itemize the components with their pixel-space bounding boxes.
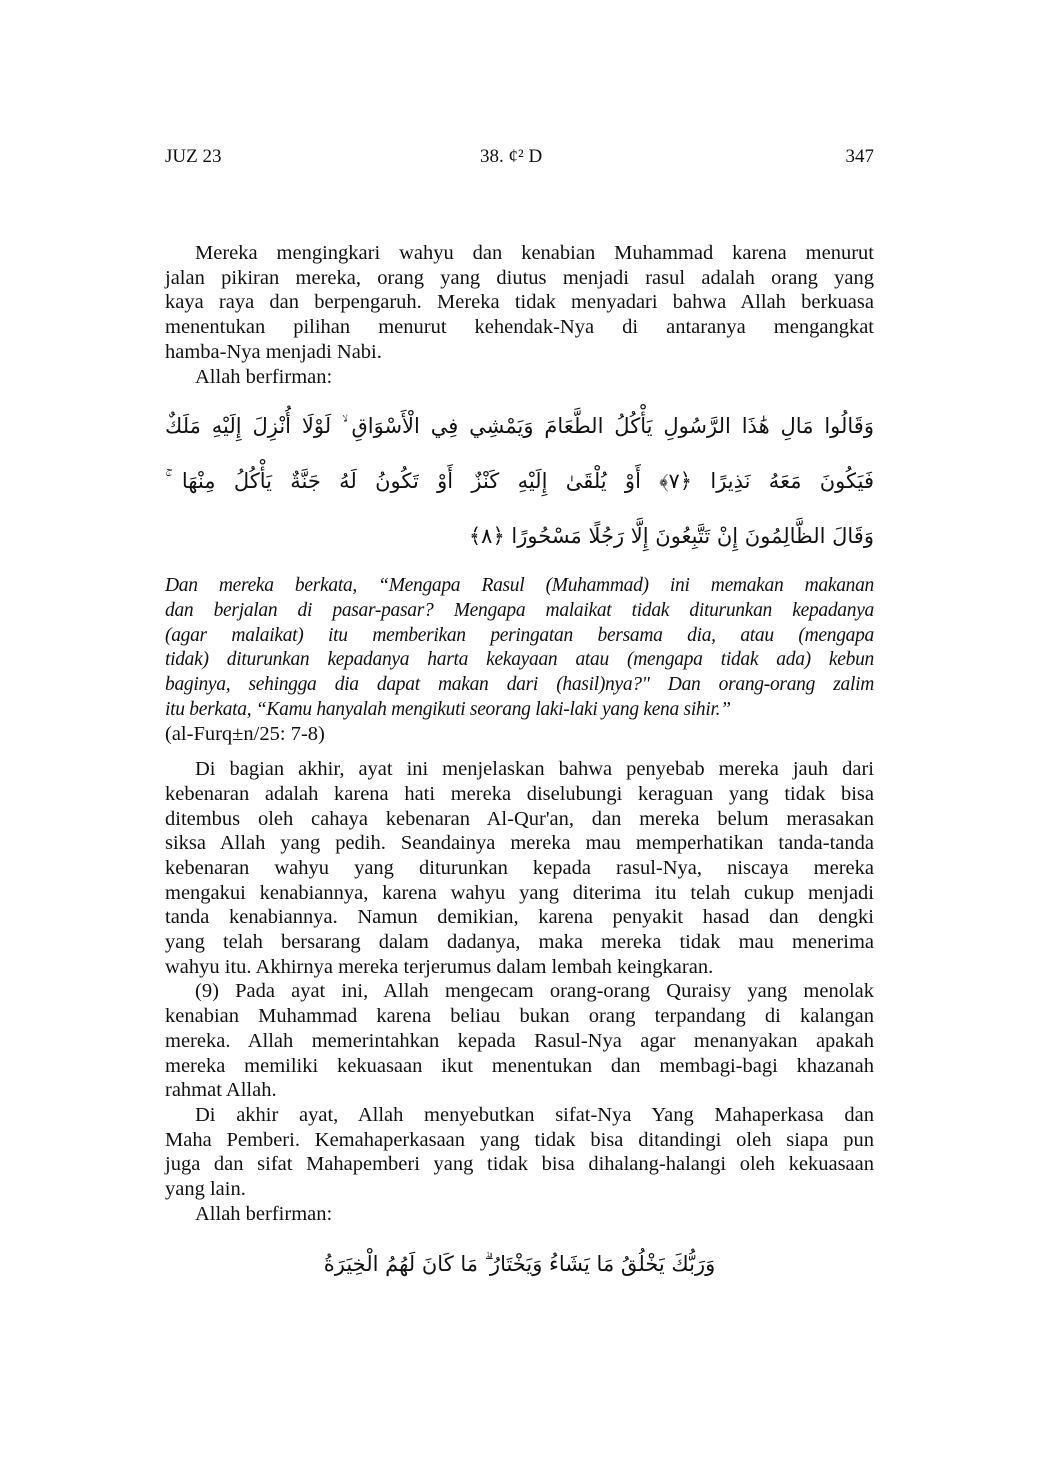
spacer: [165, 389, 874, 399]
arabic-line: فَيَكُونَ مَعَهُ نَذِيرًا ﴿٧﴾ أَوْ يُلْقَىٰ إِلَيْهِ كَنْزٌ أَوْ تَكُونُ لَهُ جَنَّةٌ يَأْكُلُ مِنْهَا ۚ: [165, 469, 874, 494]
quran-verse-block: [165, 1237, 874, 1292]
spacer: [165, 1227, 874, 1237]
paragraph: [165, 722, 874, 747]
text-line: Dan mereka berkata, “Mengapa Rasul (Muhammad) ini memakan makanan: [165, 575, 874, 597]
text-line: ditembus oleh cahaya kebenaran Al-Qur'an, dan mereka belum merasakan: [165, 807, 874, 830]
text-line: juga dan sifat Mahapemberi yang tidak bisa dihalang-halangi oleh kekuasaan: [165, 1153, 874, 1176]
text-line: (agar malaikat) itu memberikan peringatan bersama dia, atau (mengapa: [165, 624, 874, 646]
text-line: Allah berfirman:: [195, 1202, 333, 1225]
text-line: yang lain.: [165, 1178, 246, 1201]
text-line: mereka memiliki kekuasaan ikut menentukan dan membagi-bagi khazanah: [165, 1054, 874, 1077]
text-line: siksa Allah yang pedih. Seandainya mereka mau memperhatikan tanda-tanda: [165, 832, 874, 855]
text-line: yang telah bersarang dalam dadanya, maka mereka tidak mau menerima: [165, 931, 874, 954]
running-header-juz: JUZ 23: [165, 146, 222, 167]
text-line: (9) Pada ayat ini, Allah mengecam orang-orang Quraisy yang menolak: [195, 980, 874, 1003]
text-line: baginya, sehingga dia dapat makan dari (hasil)nya?" Dan orang-orang zalim: [165, 674, 874, 696]
text-line: wahyu itu. Akhirnya mereka terjerumus dalam lembah keingkaran.: [165, 955, 714, 978]
text-line: Allah berfirman:: [195, 365, 333, 388]
quran-verse-block: [165, 399, 874, 564]
paragraph: [165, 1103, 874, 1202]
text-line: hamba-Nya menjadi Nabi.: [165, 340, 382, 363]
text-line: kebenaran adalah karena hati mereka diselubungi keraguan yang tidak bisa: [165, 782, 874, 805]
spacer: [165, 747, 874, 757]
spacer: [165, 564, 874, 574]
text-line: dan berjalan di pasar-pasar? Mengapa malaikat tidak diturunkan kepadanya: [165, 599, 874, 621]
arabic-line: وَقَالُوا مَالِ هَٰذَا الرَّسُولِ يَأْكُلُ الطَّعَامَ وَيَمْشِي فِي الْأَسْوَاقِ ۙ لَوْلَا أُنْزِلَ إِلَيْهِ مَلَكٌ: [165, 414, 874, 439]
text-line: Di bagian akhir, ayat ini menjelaskan bahwa penyebab mereka jauh dari: [195, 758, 874, 781]
arabic-line: وَقَالَ الظَّالِمُونَ إِنْ تَتَّبِعُونَ إِلَّا رَجُلًا مَسْحُورًا ﴿٨﴾: [468, 524, 874, 549]
text-line: rahmat Allah.: [165, 1079, 277, 1102]
page-body: [165, 232, 874, 1292]
page-number: 347: [845, 146, 874, 167]
paragraph: [165, 365, 874, 390]
text-line: itu berkata, “Kamu hanyalah mengikuti seorang laki-laki yang kena sihir.”: [165, 698, 731, 720]
paragraph: [165, 757, 874, 979]
text-line: Maha Pemberi. Kemahaperkasaan yang tidak bisa ditandingi oleh siapa pun: [165, 1128, 874, 1151]
text-line: jalan pikiran mereka, orang yang diutus menjadi rasul adalah orang yang: [165, 266, 874, 289]
text-line: mengakui kenabiannya, karena wahyu yang diterima itu telah cukup menjadi: [165, 881, 874, 904]
paragraph: [165, 241, 874, 365]
spacer: [165, 232, 874, 241]
text-line: (al-Furq±n/25: 7-8): [165, 723, 325, 746]
text-line: kaya raya dan berpengaruh. Mereka tidak menyadari bahwa Allah berkuasa: [165, 291, 874, 314]
verse-translation: [165, 574, 874, 722]
running-header-surah: 38. ¢² D: [480, 146, 543, 167]
text-line: tidak) diturunkan kepadanya harta kekayaan atau (mengapa tidak ada) kebun: [165, 649, 874, 671]
text-line: mereka. Allah memerintahkan kepada Rasul-Nya agar menanyakan apakah: [165, 1029, 874, 1052]
text-line: tanda kenabiannya. Namun demikian, karena penyakit hasad dan dengki: [165, 906, 874, 929]
text-line: kebenaran wahyu yang diturunkan kepada rasul-Nya, niscaya mereka: [165, 856, 874, 879]
text-line: Mereka mengingkari wahyu dan kenabian Muhammad karena menurut: [195, 242, 874, 264]
text-line: kenabian Muhammad karena beliau bukan orang terpandang di kalangan: [165, 1005, 874, 1028]
text-line: menentukan pilihan menurut kehendak-Nya di antaranya mengangkat: [165, 316, 874, 339]
paragraph: [165, 979, 874, 1103]
text-line: Di akhir ayat, Allah menyebutkan sifat-Nya Yang Mahaperkasa dan: [195, 1103, 874, 1126]
paragraph: [165, 1202, 874, 1227]
arabic-line: وَرَبُّكَ يَخْلُقُ مَا يَشَاءُ وَيَخْتَارُ ۗ مَا كَانَ لَهُمُ الْخِيَرَةُ: [323, 1251, 716, 1276]
